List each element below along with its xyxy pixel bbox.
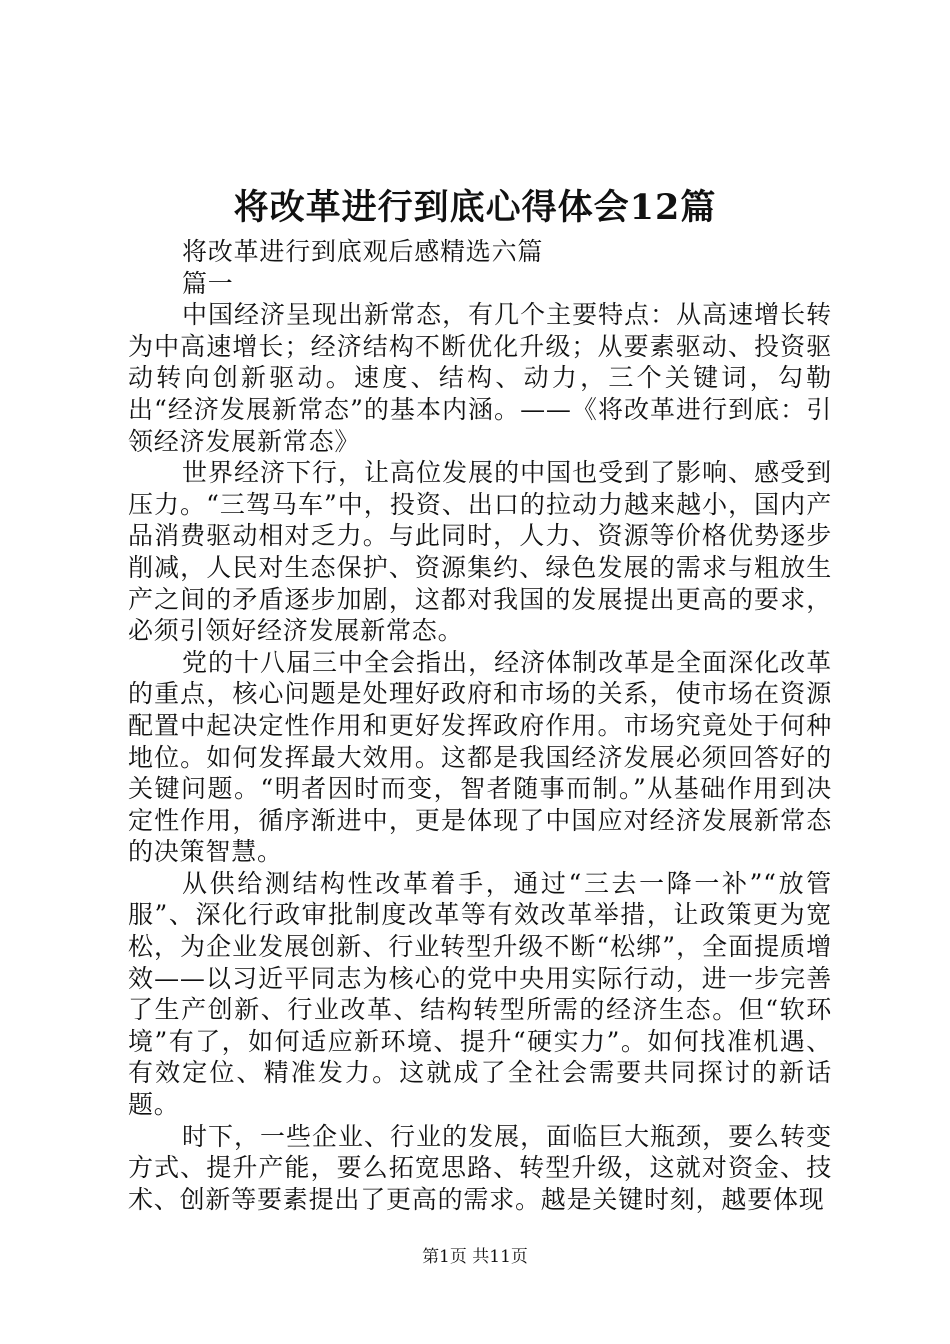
paragraph-3: 党的十八届三中全会指出，经济体制改革是全面深化改革的重点，核心问题是处理好政府和市场的关系，使市场在资源配置中起决定性作用和更好发挥政府作用。市场究竟处于何种地位。如何发挥最大效用。这都是我国经济发展必须回答好的关键问题。“明者因时而变，智者随事而制。”从基础作用到决定性作用，循序渐进中，更是体现了中国应对经济发展新常态的决策智慧。	[128, 647, 832, 867]
section-heading: 篇一	[182, 268, 234, 298]
page-number-footer: 第1页 共11页	[422, 1247, 528, 1267]
paragraph-1: 中国经济呈现出新常态，有几个主要特点：从高速增长转为中高速增长；经济结构不断优化升级；从要素驱动、投资驱动转向创新驱动。速度、结构、动力，三个关键词，勾勒出“经济发展新常态”的基本内涵。——《将改革进行到底：引领经济发展新常态》	[128, 300, 832, 456]
document-body	[128, 236, 832, 1215]
paragraph-2: 世界经济下行，让高位发展的中国也受到了影响、感受到压力。“三驾马车”中，投资、出口的拉动力越来越小，国内产品消费驱动相对乏力。与此同时，人力、资源等价格优势逐步削减，人民对生态保护、资源集约、绿色发展的需求与粗放生产之间的矛盾逐步加剧，这都对我国的发展提出更高的要求，必须引领好经济发展新常态。	[128, 458, 832, 646]
paragraph-4: 从供给测结构性改革着手，通过“三去一降一补”“放管服”、深化行政审批制度改革等有效改革举措，让政策更为宽松，为企业发展创新、行业转型升级不断“松绑”，全面提质增效——以习近平同志为核心的党中央用实际行动，进一步完善了生产创新、行业改革、结构转型所需的经济生态。但“软环境”有了，如何适应新环境、提升“硬实力”。如何找准机遇、有效定位、精准发力。这就成了全社会需要共同探讨的新话题。	[128, 868, 832, 1120]
paragraph-5: 时下，一些企业、行业的发展，面临巨大瓶颈，要么转变方式、提升产能，要么拓宽思路、转型升级，这就对资金、技术、创新等要素提出了更高的需求。越是关键时刻，越要体现	[128, 1121, 832, 1214]
document-subtitle: 将改革进行到底观后感精选六篇	[182, 237, 544, 266]
document-title: 将改革进行到底心得体会12篇	[233, 187, 717, 228]
